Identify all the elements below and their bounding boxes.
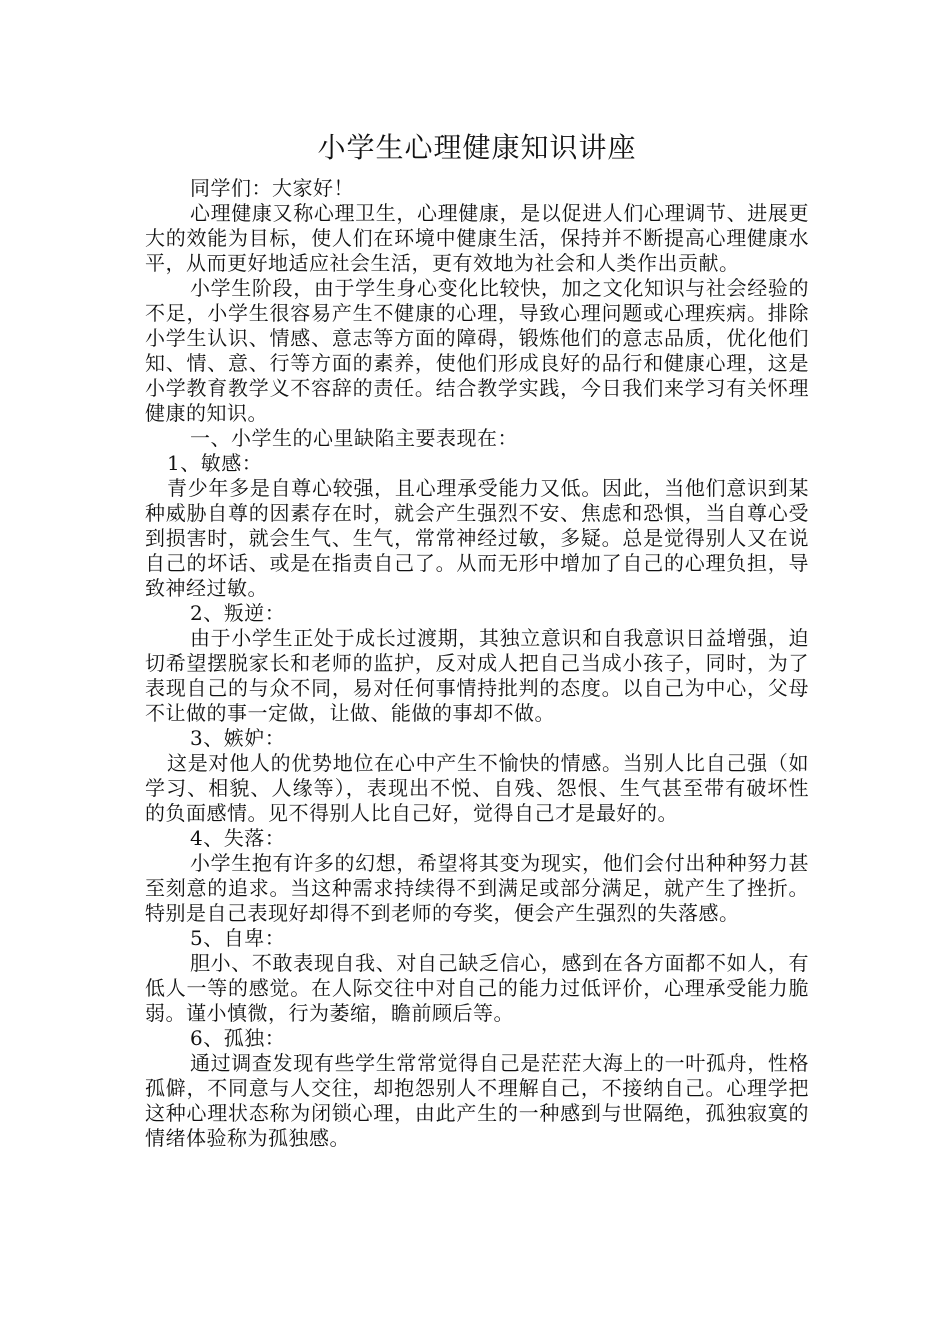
item-heading-sensitive: 1、敏感： <box>167 451 263 475</box>
section-heading: 一、小学生的心里缺陷主要表现在： <box>190 426 518 450</box>
item-heading-rebellious: 2、叛逆： <box>190 601 286 625</box>
item-heading-loss: 4、失落： <box>190 826 286 850</box>
item-body-sensitive: 青少年多是自尊心较强，且心理承受能力又低。因此，当他们意识到某种威胁自尊的因素存在时，就会产生强烈不安、焦虑和恐惧，当自尊心受到损害时，就会生气、生气，常常神经过敏，多疑。总是觉得别人又在说自己的坏话、或是在指责自己了。从而无形中增加了自己的心理负担，导致神经过敏。 <box>145 476 809 600</box>
intro-paragraph-2: 小学生阶段，由于学生身心变化比较快，加之文化知识与社会经验的不足，小学生很容易产生不健康的心理，导致心理问题或心理疾病。排除小学生认识、情感、意志等方面的障碍，锻炼他们的意志品质，优化他们知、情、意、行等方面的素养，使他们形成良好的品行和健康心理，这是小学教育教学义不容辞的责任。结合教学实践，今日我们来学习有关怀理健康的知识。 <box>145 276 809 425</box>
document-title: 小学生心理健康知识讲座 <box>317 131 637 164</box>
item-heading-inferiority: 5、自卑： <box>190 926 286 950</box>
item-body-inferiority: 胆小、不敢表现自我、对自己缺乏信心，感到在各方面都不如人，有低人一等的感觉。在人际交往中对自己的能力过低评价，心理承受能力脆弱。谨小慎微，行为萎缩，瞻前顾后等。 <box>145 951 809 1025</box>
item-body-rebellious: 由于小学生正处于成长过渡期，其独立意识和自我意识日益增强，迫切希望摆脱家长和老师的监护，反对成人把自己当成小孩子，同时，为了表现自己的与众不同，易对任何事情持批判的态度。以自己为中心，父母不让做的事一定做，让做、能做的事却不做。 <box>145 626 809 725</box>
greeting: 同学们：大家好！ <box>190 176 354 200</box>
item-body-loss: 小学生抱有许多的幻想，希望将其变为现实，他们会付出种种努力甚至刻意的追求。当这种需求持续得不到满足或部分满足，就产生了挫折。特别是自己表现好却得不到老师的夸奖，便会产生强烈的失落感。 <box>145 851 809 925</box>
item-body-loneliness: 通过调查发现有些学生常常觉得自己是茫茫大海上的一叶孤舟，性格孤僻，不同意与人交往，却抱怨别人不理解自己，不接纳自己。心理学把这种心理状态称为闭锁心理，由此产生的一种感到与世隔绝，孤独寂寞的情绪体验称为孤独感。 <box>145 1051 809 1150</box>
intro-paragraph-1: 心理健康又称心理卫生，心理健康，是以促进人们心理调节、进展更大的效能为目标，使人们在环境中健康生活，保持并不断提高心理健康水平，从而更好地适应社会生活，更有效地为社会和人类作出贡献。 <box>145 201 809 275</box>
document-page <box>145 128 809 1151</box>
item-heading-loneliness: 6、孤独： <box>190 1026 286 1050</box>
item-heading-jealousy: 3、嫉妒： <box>190 726 286 750</box>
item-body-jealousy: 这是对他人的优势地位在心中产生不愉快的情感。当别人比自己强（如学习、相貌、人缘等），表现出不悦、自残、怨恨、生气甚至带有破坏性的负面感情。见不得别人比自己好，觉得自己才是最好的。 <box>145 751 809 825</box>
